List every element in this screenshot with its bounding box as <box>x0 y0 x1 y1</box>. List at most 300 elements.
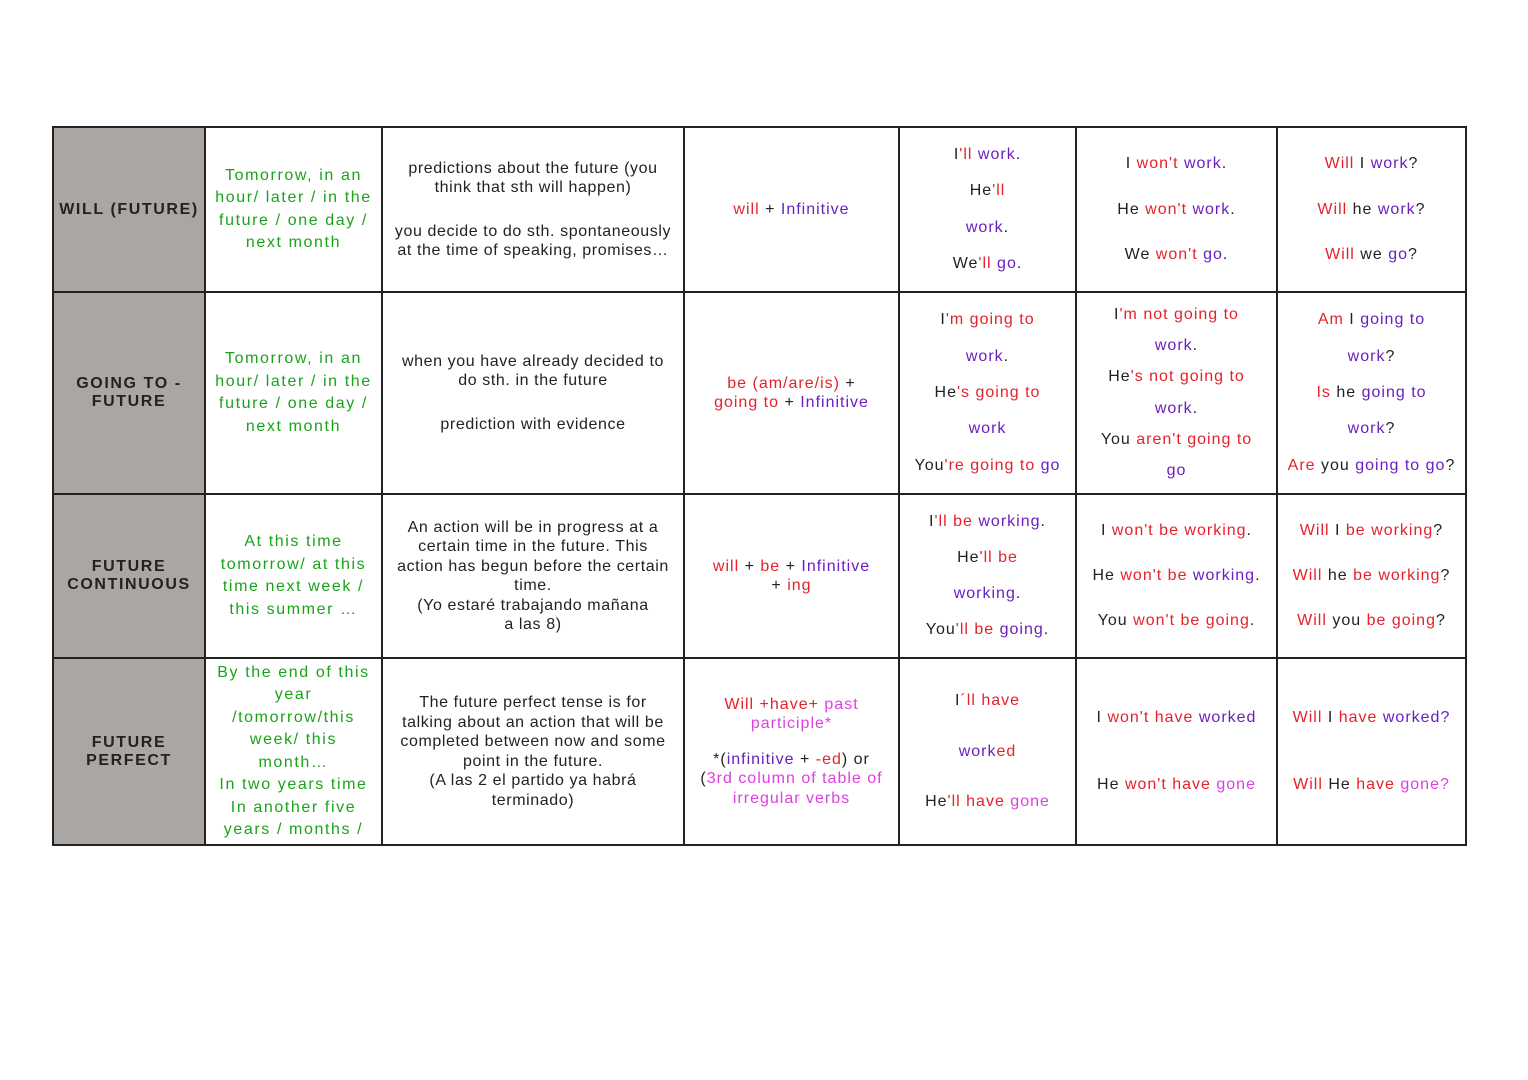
text-segment: 'll be <box>955 621 1000 638</box>
text-segment: gone? <box>1400 776 1450 794</box>
text-segment: + <box>779 394 801 411</box>
text-segment: Will <box>1324 155 1355 173</box>
text-line <box>1280 155 1463 173</box>
text-line: completed between now and some <box>400 733 666 750</box>
text-segment: work <box>965 347 1004 365</box>
text-line: terminado) <box>491 791 575 809</box>
text-line <box>902 743 1073 761</box>
cell-lines <box>687 495 896 657</box>
text-line <box>902 384 1073 402</box>
text-segment: won't be going <box>1133 612 1250 629</box>
text-line: /tomorrow/this <box>232 708 355 726</box>
text-line <box>902 793 1073 811</box>
text-segment: working <box>953 585 1016 602</box>
text-segment: work <box>972 146 1016 164</box>
affirmative-cell <box>899 494 1076 658</box>
text-segment: be going <box>1366 612 1436 629</box>
text-segment: won't be <box>1120 567 1193 584</box>
text-segment: worked <box>1198 708 1257 726</box>
text-segment: have <box>1338 708 1383 726</box>
text-line <box>687 695 896 715</box>
text-segment: We <box>1124 245 1156 263</box>
text-segment: we <box>1354 245 1389 263</box>
text-segment: won't <box>1155 245 1198 263</box>
text-segment: . <box>1043 621 1050 638</box>
text-segment: 'll have <box>947 793 1011 811</box>
text-line <box>1079 709 1274 727</box>
text-segment: ? <box>1385 347 1396 365</box>
text-line <box>687 750 896 770</box>
time-expressions-cell <box>205 127 382 292</box>
text-segment: ing <box>787 577 812 594</box>
text-line <box>687 393 896 413</box>
text-segment: Will <box>1292 567 1323 584</box>
text-line: certain time in the future. This <box>418 538 648 555</box>
cell-lines <box>1079 659 1274 844</box>
text-segment: He <box>925 793 948 811</box>
cell-lines <box>1079 495 1274 657</box>
text-line: time next week / <box>222 578 365 595</box>
text-line <box>902 621 1073 639</box>
text-segment: + <box>739 557 761 575</box>
text-segment: Am <box>1317 311 1344 329</box>
text-segment: work <box>1370 155 1409 173</box>
text-segment: participle* <box>750 715 833 733</box>
text-line <box>687 714 896 734</box>
text-segment: going to <box>1360 311 1426 329</box>
text-segment: . <box>1016 254 1023 272</box>
text-segment: . <box>1255 567 1261 584</box>
text-segment: he <box>1322 567 1354 584</box>
text-segment: ? <box>1445 456 1456 474</box>
cell-lines <box>1280 659 1463 844</box>
text-segment: work <box>968 420 1007 438</box>
text-segment: going to go <box>1355 456 1446 474</box>
text-line: Tomorrow, in an <box>225 166 362 184</box>
text-line <box>902 255 1073 273</box>
text-line <box>1280 567 1463 585</box>
text-segment: He <box>1108 368 1131 386</box>
negative-cell <box>1076 127 1277 292</box>
text-segment: be working <box>1353 567 1441 584</box>
text-segment: won't <box>1136 155 1179 173</box>
text-line <box>902 420 1073 438</box>
text-segment: Are <box>1287 456 1316 474</box>
text-segment: work <box>1187 200 1231 218</box>
text-line <box>902 457 1073 475</box>
text-segment: ´ll have <box>960 691 1021 709</box>
text-segment: 'll be <box>979 549 1018 566</box>
cell-lines <box>1079 128 1274 291</box>
text-segment: 'll <box>978 254 992 272</box>
table-row <box>53 658 1466 845</box>
text-line <box>687 374 896 394</box>
text-segment: . <box>1192 337 1199 355</box>
text-segment: + <box>794 750 816 768</box>
text-line: By the end of this <box>217 663 370 681</box>
form-cell <box>684 658 899 845</box>
cell-lines <box>902 659 1073 844</box>
text-segment: I <box>1125 155 1137 173</box>
cell-lines <box>1280 128 1463 291</box>
text-segment: He <box>957 549 980 566</box>
text-line <box>687 789 896 809</box>
text-line: predictions about the future (you <box>408 159 658 177</box>
text-segment: . <box>1015 146 1022 164</box>
text-line <box>1079 400 1274 418</box>
text-line: prediction with evidence <box>440 415 626 433</box>
text-segment: infinitive <box>726 750 795 768</box>
text-segment: 'll be <box>934 513 979 530</box>
text-line: time. <box>514 577 552 594</box>
time-expressions-cell <box>205 292 382 494</box>
text-segment: won't <box>1145 200 1188 218</box>
text-segment: You <box>1100 430 1137 448</box>
table-row <box>53 292 1466 494</box>
text-line <box>385 198 681 222</box>
negative-cell <box>1076 494 1277 658</box>
text-segment: . <box>1246 522 1252 539</box>
text-line: at the time of speaking, promises… <box>397 242 669 259</box>
text-segment: 's going to <box>957 383 1041 401</box>
text-line <box>902 692 1073 710</box>
text-segment: you <box>1326 612 1367 629</box>
text-segment: I <box>954 691 961 709</box>
text-line <box>1280 709 1463 727</box>
text-line: this summer … <box>229 600 358 618</box>
text-segment: 'm going to <box>945 311 1035 329</box>
text-line <box>1079 201 1274 219</box>
cell-lines <box>687 128 896 291</box>
text-segment: He <box>934 383 957 401</box>
text-segment: 're going to <box>944 456 1041 474</box>
text-segment: Will <box>1292 708 1323 726</box>
tense-name-cell <box>53 494 205 658</box>
text-segment: worked? <box>1382 708 1451 726</box>
text-segment: I <box>1096 708 1108 726</box>
text-segment: won't have <box>1107 708 1199 726</box>
text-segment: . <box>1192 399 1199 417</box>
text-segment: He <box>1092 567 1121 584</box>
question-cell <box>1277 494 1466 658</box>
text-line: do sth. in the future <box>458 372 608 390</box>
text-segment: Infinitive <box>801 557 871 575</box>
cell-lines <box>1280 293 1463 493</box>
negative-cell <box>1076 658 1277 845</box>
text-line: action has begun before the certain <box>397 557 669 575</box>
text-segment: ? <box>1385 420 1396 438</box>
text-segment: 'll <box>992 182 1006 200</box>
usage-cell <box>382 494 684 658</box>
text-segment: . <box>1040 513 1046 530</box>
text-line <box>1079 567 1274 585</box>
text-segment: + <box>780 557 802 575</box>
text-segment: go <box>1040 456 1061 474</box>
text-segment: I <box>1354 155 1371 173</box>
text-segment: going to <box>714 394 779 411</box>
text-line <box>687 769 896 789</box>
text-line <box>1280 348 1463 366</box>
text-line <box>902 513 1073 531</box>
text-segment: ? <box>1408 155 1419 173</box>
text-segment: I <box>953 146 960 164</box>
text-segment: aren't going to <box>1136 430 1253 448</box>
usage-cell <box>382 292 684 494</box>
text-segment: . <box>1230 200 1236 218</box>
question-cell <box>1277 292 1466 494</box>
text-segment: will <box>733 200 760 218</box>
table-row <box>53 127 1466 292</box>
text-segment: work <box>1347 347 1386 365</box>
text-segment: will <box>712 557 740 575</box>
cell-lines <box>687 659 896 844</box>
text-segment: Will <box>1317 200 1348 218</box>
text-line: talking about an action that will be <box>402 713 664 731</box>
text-line: In another five <box>230 798 357 816</box>
text-segment: 3rd column of table of <box>706 770 883 788</box>
cell-lines <box>902 495 1073 657</box>
text-line <box>1079 431 1274 449</box>
text-segment: I <box>1343 311 1361 329</box>
time-expressions-cell <box>205 658 382 845</box>
text-line: years / months / <box>223 821 364 838</box>
text-line: when you have already decided to <box>401 352 665 370</box>
text-segment: I <box>1100 522 1112 539</box>
text-segment: He <box>969 182 993 200</box>
text-segment: ? <box>1433 522 1444 539</box>
text-line <box>902 311 1073 329</box>
text-segment: . <box>1003 347 1010 365</box>
text-segment: ? <box>1440 567 1451 584</box>
text-segment: You <box>925 621 956 638</box>
text-segment: he <box>1330 383 1362 401</box>
text-segment: + <box>771 577 788 594</box>
text-segment: -ed <box>815 750 842 768</box>
text-segment: working <box>978 513 1041 530</box>
text-segment: . <box>1015 585 1022 602</box>
text-segment: He <box>1097 776 1125 794</box>
text-segment: You <box>1097 612 1134 629</box>
text-line: next month <box>245 417 342 435</box>
text-line <box>1079 337 1274 355</box>
question-cell <box>1277 127 1466 292</box>
text-line: The future perfect tense is for <box>419 694 647 711</box>
text-line <box>1280 384 1463 402</box>
text-line: In two years time <box>219 776 368 793</box>
text-line <box>1280 457 1463 475</box>
text-segment: you <box>1315 456 1356 474</box>
text-segment: Is <box>1316 383 1331 401</box>
text-segment: Infinitive <box>780 200 850 218</box>
usage-cell <box>382 127 684 292</box>
cell-lines <box>1079 293 1274 493</box>
text-line <box>1079 368 1274 386</box>
text-segment: he <box>1347 200 1378 218</box>
text-segment: gone <box>1216 776 1256 794</box>
text-line <box>902 348 1073 366</box>
question-cell <box>1277 658 1466 845</box>
text-line <box>902 219 1073 237</box>
text-segment: ? <box>1408 245 1418 263</box>
text-line <box>1280 776 1463 794</box>
tense-name: FUTURE PERFECT <box>86 733 172 769</box>
text-segment: going to <box>1361 383 1427 401</box>
cell-lines <box>1280 495 1463 657</box>
text-line <box>902 146 1073 164</box>
text-segment: 'll <box>959 146 973 164</box>
form-cell <box>684 292 899 494</box>
text-segment: . <box>1222 245 1229 263</box>
future-tenses-table <box>52 126 1467 846</box>
text-line <box>1280 201 1463 219</box>
cell-lines <box>902 128 1073 291</box>
text-line <box>687 576 896 596</box>
text-line: point in the future. <box>462 752 604 770</box>
text-line: future / one day / <box>219 211 368 229</box>
text-line <box>1280 612 1463 630</box>
text-segment: . <box>1221 155 1228 173</box>
negative-cell <box>1076 292 1277 494</box>
text-line: think that sth will happen) <box>434 179 632 196</box>
text-segment: go <box>1166 461 1187 479</box>
text-segment: ed <box>996 742 1017 760</box>
text-segment: ( <box>700 770 707 788</box>
text-line <box>1079 776 1274 794</box>
text-line <box>1079 246 1274 264</box>
text-segment: . <box>1003 218 1010 236</box>
text-line: Tomorrow, in an <box>225 350 362 367</box>
text-line: year <box>274 686 313 703</box>
text-segment: irregular verbs <box>732 789 851 807</box>
text-segment: won't have <box>1124 776 1217 794</box>
text-segment: 'm not going to <box>1119 306 1239 324</box>
text-segment: I <box>1322 708 1339 726</box>
text-segment: ? <box>1415 200 1426 218</box>
text-segment: + <box>839 374 856 392</box>
text-segment: . <box>1249 612 1256 629</box>
text-segment: work <box>965 218 1004 236</box>
affirmative-cell <box>899 127 1076 292</box>
tense-name: WILL (FUTURE) <box>59 200 199 218</box>
form-cell <box>684 127 899 292</box>
text-line <box>1280 246 1463 264</box>
text-segment: 's not going to <box>1130 368 1245 386</box>
form-cell <box>684 494 899 658</box>
text-line: month… <box>258 753 329 771</box>
text-line <box>1280 311 1463 329</box>
text-segment: work <box>1154 337 1193 355</box>
text-segment: going <box>999 621 1044 638</box>
text-segment: Will <box>1297 612 1327 629</box>
text-segment: working <box>1192 567 1256 584</box>
text-segment: work <box>1154 399 1193 417</box>
tense-name-cell <box>53 292 205 494</box>
tense-name-cell <box>53 127 205 292</box>
text-segment: Will <box>1293 776 1323 794</box>
text-segment: He <box>1117 200 1146 218</box>
text-line <box>1079 612 1274 630</box>
tense-name: FUTURE CONTINUOUS <box>67 558 191 593</box>
text-line <box>1079 462 1274 480</box>
text-segment: gone <box>1010 793 1050 811</box>
text-segment: *( <box>713 750 727 768</box>
text-segment: won't be working <box>1111 522 1247 539</box>
text-segment: past <box>824 695 859 713</box>
text-line <box>1079 306 1274 324</box>
text-segment: I <box>940 311 946 329</box>
text-line <box>687 734 896 750</box>
affirmative-cell <box>899 658 1076 845</box>
usage-cell <box>382 658 684 845</box>
text-segment: be <box>760 557 781 575</box>
time-expressions-cell <box>205 494 382 658</box>
text-line <box>1079 522 1274 540</box>
cell-lines <box>902 293 1073 493</box>
text-segment: go <box>1388 245 1408 263</box>
text-segment: You <box>914 456 945 474</box>
tense-name: GOING TO - FUTURE <box>76 375 182 410</box>
affirmative-cell <box>899 292 1076 494</box>
text-line <box>902 182 1073 200</box>
text-segment: have <box>1356 776 1401 794</box>
text-line: future / one day / <box>219 395 368 412</box>
table-row <box>53 494 1466 658</box>
text-line <box>902 549 1073 567</box>
tense-name-cell <box>53 658 205 845</box>
text-line <box>687 557 896 577</box>
text-line: (Yo estaré trabajando mañana <box>417 596 649 614</box>
text-line <box>385 391 681 415</box>
text-segment: go <box>991 254 1017 272</box>
text-line: tomorrow/ at this <box>220 555 367 573</box>
text-segment: We <box>952 254 979 272</box>
text-segment: ) or <box>841 750 870 768</box>
text-line: a las 8) <box>504 616 562 633</box>
text-line: At this time <box>244 533 343 550</box>
text-segment: I <box>1329 522 1346 539</box>
text-line: next month <box>245 234 342 251</box>
text-segment: Will <box>1325 245 1355 263</box>
text-segment: + <box>759 200 781 218</box>
text-segment: ? <box>1435 612 1446 629</box>
text-line <box>902 585 1073 603</box>
text-line <box>1079 155 1274 173</box>
text-segment: go <box>1197 245 1223 263</box>
text-line <box>687 200 896 220</box>
text-line: week/ this <box>249 731 338 748</box>
text-segment: Will +have+ <box>724 695 825 713</box>
text-segment: He <box>1322 776 1357 794</box>
cell-lines <box>687 293 896 493</box>
text-line: you decide to do sth. spontaneously <box>394 222 672 240</box>
text-segment: Infinitive <box>800 394 869 411</box>
text-segment: be (am/are/is) <box>727 374 840 392</box>
text-segment: be working <box>1345 522 1434 539</box>
text-segment: I <box>1114 306 1120 324</box>
text-segment: Will <box>1299 522 1330 539</box>
text-line: (A las 2 el partido ya habrá <box>429 772 637 789</box>
text-line: hour/ later / in the <box>215 372 372 390</box>
text-segment: work <box>1178 155 1222 173</box>
text-line <box>1280 522 1463 540</box>
text-line: An action will be in progress at a <box>407 518 659 536</box>
text-segment: work <box>958 742 997 760</box>
text-line <box>1280 420 1463 438</box>
text-segment: I <box>929 513 935 530</box>
text-segment: work <box>1347 420 1386 438</box>
text-segment: work <box>1377 200 1416 218</box>
text-line: hour/ later / in the <box>215 189 372 206</box>
